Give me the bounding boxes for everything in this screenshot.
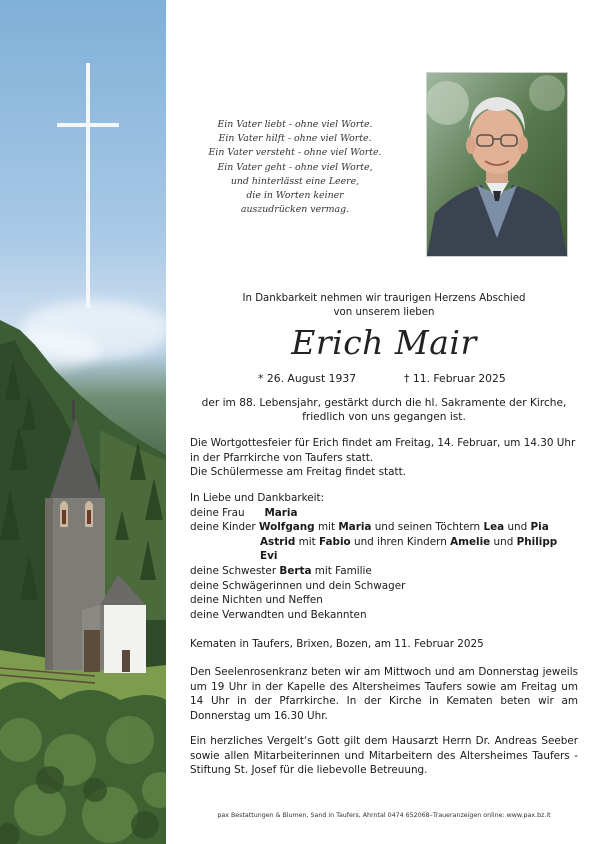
church-landscape-image xyxy=(0,0,166,844)
service-line: in der Pfarrkirche von Taufers statt. xyxy=(190,451,374,464)
poem xyxy=(180,118,410,217)
poem-line: Ein Vater liebt - ohne viel Worte. xyxy=(217,119,373,130)
mourner-inlaws: deine Schwägerinnen und dein Schwager xyxy=(190,579,406,592)
passing-line: friedlich von uns gegangen ist. xyxy=(302,411,466,423)
mourner-children-3: Evi xyxy=(260,550,278,563)
mourner-nieces: deine Nichten und Neffen xyxy=(190,594,323,607)
poem-line: die in Worten keiner xyxy=(246,190,344,202)
thanks-text: Ein herzliches Vergelt‘s Gott gilt dem Hausarzt Herrn Dr. Andreas Seeber sowie allen Mitarbeiterinnen und Mitarbeitern des Altersheimes Taufers - Stiftung St. Josef für die liebevolle Betreuung. xyxy=(190,735,578,777)
intro-line: In Dankbarkeit nehmen wir traurigen Herzens Abschied xyxy=(242,293,526,304)
birth-date: * 26. August 1937 xyxy=(258,372,357,385)
mourner-children-2: Astrid mit Fabio und ihren Kindern Amelie und Philipp xyxy=(260,535,558,548)
mourners-heading: In Liebe und Dankbarkeit: xyxy=(190,492,325,504)
intro-line: von unserem lieben xyxy=(333,307,435,318)
place-date xyxy=(190,637,578,652)
mourners-list xyxy=(190,491,578,622)
poem-line: auszudrücken vermag. xyxy=(240,204,350,216)
landscape-scene xyxy=(0,0,166,844)
poem-line: Ein Vater versteht - ohne viel Worte. xyxy=(208,147,382,159)
mourner-wife: deine Frau Maria xyxy=(190,506,298,519)
service-info xyxy=(190,436,578,480)
poem-line: Ein Vater geht - ohne viel Worte, xyxy=(217,161,373,173)
rosary-info: Den Seelenrosenkranz beten wir am Mittwoch und am Donnerstag jeweils um 19 Uhr in der Kapelle des Altersheimes Taufers sowie am Freitag um 14 Uhr in der Pfarrkirche. In der Kirche in Kematen beten wir am Donnerstag um 16.30 Uhr. xyxy=(190,666,578,722)
place-date-text: Kematen in Taufers, Brixen, Bozen, am 11. Februar 2025 xyxy=(190,638,484,650)
service-line: Die Wortgottesfeier für Erich findet am Freitag, 14. Februar, um 14.30 Uhr xyxy=(190,437,576,449)
footer-credit: pax Bestattungen & Blumen, Sand in Taufers, Ahrntal 0474 652068–Traueranzeigen online: www.pax.bz.it xyxy=(217,812,551,819)
death-date: † 11. Februar 2025 xyxy=(404,372,506,385)
cross-icon xyxy=(57,63,119,308)
mourner-relatives: deine Verwandten und Bekannten xyxy=(190,608,367,621)
mourner-children-1: deine Kinder Wolfgang mit Maria und seinen Töchtern Lea und Pia xyxy=(190,521,549,534)
intro-text xyxy=(190,292,578,320)
poem-line: Ein Vater hilft - ohne viel Worte. xyxy=(218,133,372,145)
poem-line: und hinterlässt eine Leere, xyxy=(230,175,360,187)
mourner-sister: deine Schwester Berta mit Familie xyxy=(190,564,372,577)
portrait-photo xyxy=(426,72,568,257)
deceased-name: Erich Mair xyxy=(291,323,477,362)
portrait-illustration xyxy=(427,73,567,256)
passing-statement xyxy=(190,396,578,424)
service-line: Die Schülermesse am Freitag findet statt. xyxy=(190,466,406,479)
passing-line: der im 88. Lebensjahr, gestärkt durch die hl. Sakramente der Kirche, xyxy=(201,397,567,409)
